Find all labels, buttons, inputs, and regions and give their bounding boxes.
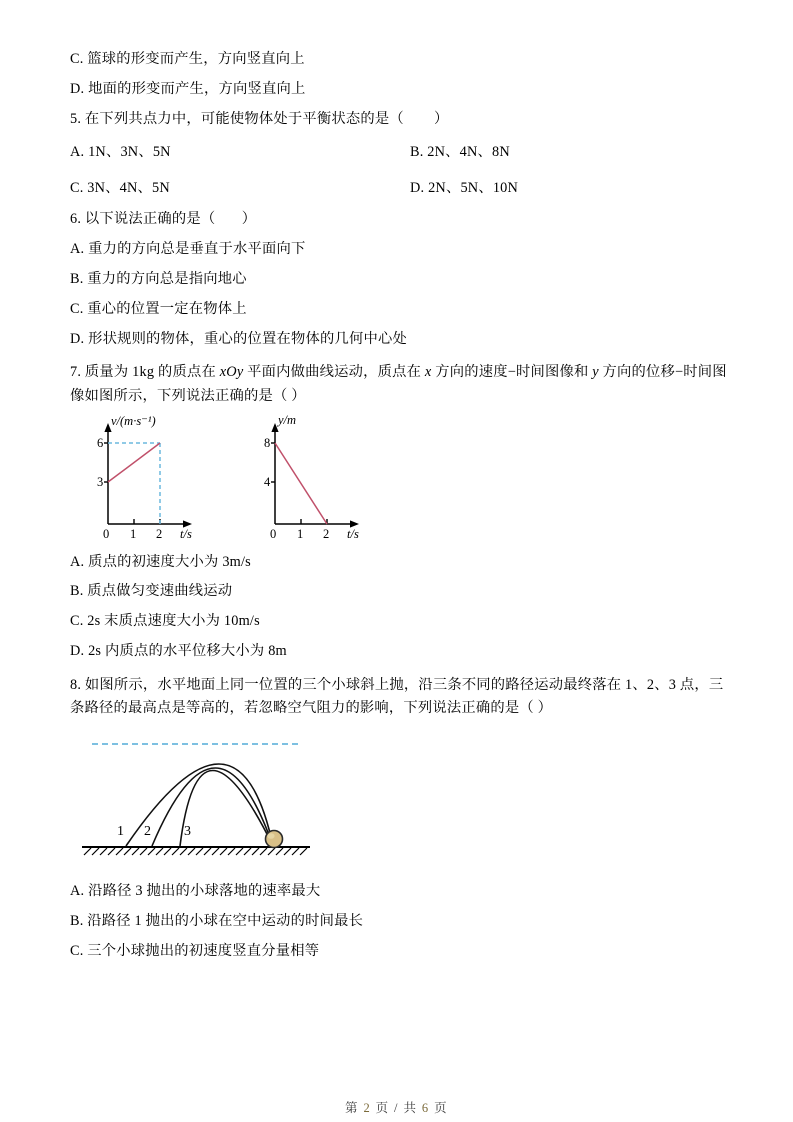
footer-suffix: 页 [434,1101,448,1115]
question-5-option-c[interactable]: C. 3N、4N、5N [70,179,170,196]
vt-graph-xtick-0: 0 [103,526,110,541]
yt-graph-y-axis-label: y/m [278,412,297,427]
yt-graph-xtick-2: 2 [323,526,330,541]
footer-current-page: 2 [363,1101,372,1115]
question-8-option-a[interactable]: A. 沿路径 3 抛出的小球落地的速率最大 [70,883,321,900]
footer-total-pages: 6 [421,1101,430,1115]
question-7-math-xoy: xOy [219,364,244,381]
ground-hatching [84,848,307,855]
vt-graph-ytick-6: 6 [97,435,104,450]
question-8-figure [70,728,730,878]
question-5-options-row-2 [70,177,730,197]
yt-graph-ytick-8: 8 [264,435,271,450]
landing-label-1: 1 [117,824,124,840]
question-7-option-c[interactable]: C. 2s 末质点速度大小为 10m/s [70,613,260,630]
question-5-option-a[interactable]: A. 1N、3N、5N [70,144,171,161]
question-7-math-y: y [592,364,599,381]
question-7-option-a[interactable]: A. 质点的初速度大小为 3m/s [70,553,251,570]
question-7-option-b[interactable]: B. 质点做匀变速曲线运动 [70,583,233,600]
yt-graph-xtick-0: 0 [270,526,277,541]
vt-graph-xtick-2: 2 [156,526,163,541]
page-footer [0,1098,793,1116]
ball-highlight-icon [267,833,274,839]
question-7-stem [70,361,730,407]
vt-graph [104,423,192,528]
question-6-stem: 6. 以下说法正确的是（ ） [70,211,257,228]
footer-prefix: 第 [345,1101,359,1115]
trajectory-path-2 [152,768,273,846]
question-8-option-b[interactable]: B. 沿路径 1 抛出的小球在空中运动的时间最长 [70,912,364,929]
question-6-option-b[interactable]: B. 重力的方向总是指向地心 [70,270,247,287]
question-8-option-c[interactable]: C. 三个小球抛出的初速度竖直分量相等 [70,942,320,959]
landing-label-2: 2 [144,824,151,840]
vt-graph-ytick-3: 3 [97,474,104,489]
yt-graph-ytick-4: 4 [264,474,271,489]
question-7-stem-part3: 方向的速度−时间图像和 [431,364,593,381]
question-6-option-c[interactable]: C. 重心的位置一定在物体上 [70,300,247,317]
question-5-option-d[interactable]: D. 2N、5N、10N [410,179,519,196]
question-7-stem-part2: 平面内做曲线运动，质点在 [243,364,425,381]
carryover-option-c: C. 篮球的形变而产生，方向竖直向上 [70,51,305,67]
question-7-math-x: x [424,364,432,381]
page-content [70,52,730,974]
yt-graph-x-axis-label: t/s [347,526,359,541]
yt-graph-xtick-1: 1 [297,526,304,541]
question-5-option-b[interactable]: B. 2N、4N、8N [410,144,510,161]
vt-graph-xtick-1: 1 [130,526,137,541]
question-5-stem: 5. 在下列共点力中，可能使物体处于平衡状态的是（ ） [70,110,449,127]
vt-graph-x-axis-label: t/s [180,526,192,541]
ball-icon [266,831,283,848]
projectile-trajectory-diagram [70,728,320,878]
question-7-option-d[interactable]: D. 2s 内质点的水平位移大小为 8m [70,643,287,660]
question-6-option-a[interactable]: A. 重力的方向总是垂直于水平面向下 [70,241,306,258]
question-7-stem-part4: 方向的位移−时间图像如图所示，下列说法正确的是（ ） [70,364,727,404]
question-7-stem-part1: 7. 质量为 1kg 的质点在 [70,364,220,381]
trajectory-path-3 [180,771,273,847]
question-5-options-row-1 [70,141,730,161]
carryover-option-d: D. 地面的形变而产生，方向竖直向上 [70,80,306,97]
question-6-option-d[interactable]: D. 形状规则的物体，重心的位置在物体的几何中心处 [70,330,408,347]
footer-middle: 页 / 共 [375,1101,418,1115]
question-7-figure [70,412,730,551]
yt-graph [271,423,359,528]
question-8-stem: 8. 如图所示，水平地面上同一位置的三个小球斜上抛，沿三条不同的路径运动最终落在 1、2、3 点，三条路径的最高点是等高的，若忽略空气阻力的影响，下列说法正确的是（ ） [70,676,724,717]
vt-graph-y-axis-label: v/(m·s⁻¹) [111,413,156,428]
landing-label-3: 3 [184,824,191,840]
